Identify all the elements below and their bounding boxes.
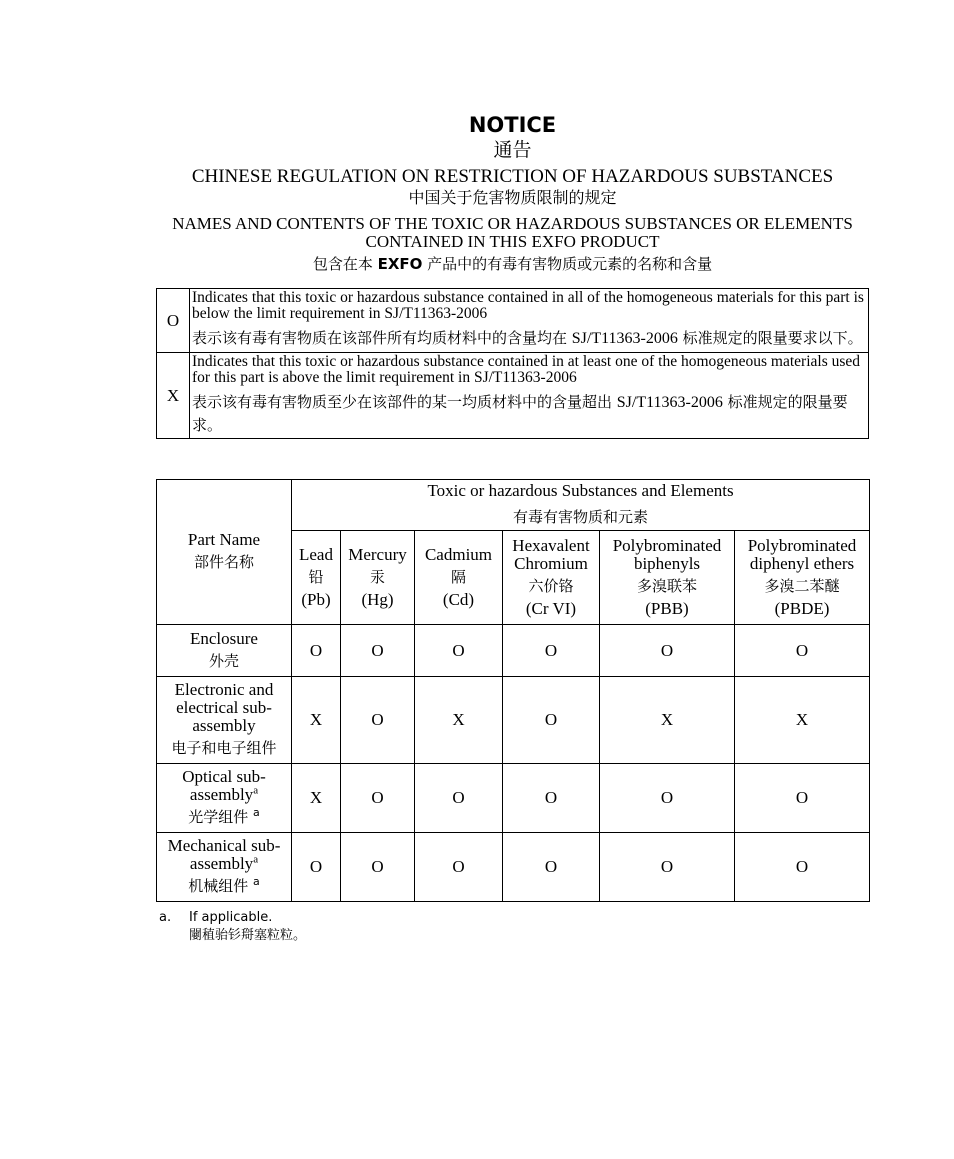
legend-row-x <box>157 353 869 439</box>
table-row <box>157 625 870 677</box>
group-header-cn: 有毒有害物质和元素 <box>513 508 649 526</box>
footnote-text-cn: 闄稙骀钐搿塞粒粒。 <box>189 928 307 943</box>
value-cell: O <box>341 677 415 764</box>
legend-cn-pre: 表示该有毒有害物质在该部件所有均质材料中的含量均在 <box>192 329 572 347</box>
table-row <box>157 833 870 902</box>
notice-heading: NOTICE <box>468 113 557 137</box>
substances-table <box>156 479 870 902</box>
footnote-text-en: If applicable. <box>189 910 273 925</box>
part-name-text: Mechanical sub-assembly <box>167 836 281 873</box>
value-cell: O <box>415 833 503 902</box>
value-cell: O <box>503 764 600 833</box>
value-cell: O <box>600 764 735 833</box>
legend-cn-pre: 表示该有毒有害物质至少在该部件的某一均质材料中的含量超出 <box>192 393 617 411</box>
value-cell: X <box>292 677 341 764</box>
part-name-cell <box>157 833 292 902</box>
value-cell: X <box>292 764 341 833</box>
value-cell: O <box>735 764 870 833</box>
column-header-cn: 多溴二苯醚 <box>764 576 840 595</box>
column-header-pbde <box>735 531 870 625</box>
column-header-en: Mercury <box>348 544 407 564</box>
part-name-cn <box>157 875 291 897</box>
regulation-heading-cn: 中国关于危害物质限制的规定 <box>408 188 617 207</box>
table-row <box>157 677 870 764</box>
names-cn-post: 产品中的有毒有害物质或元素的名称和含量 <box>422 255 713 273</box>
names-heading-line1: NAMES AND CONTENTS OF THE TOXIC OR HAZARDOUS SUBSTANCES OR ELEMENTS <box>172 214 853 233</box>
legend-table <box>156 288 869 439</box>
value-cell: O <box>735 625 870 677</box>
part-name-header <box>157 480 292 625</box>
part-name-cell <box>157 764 292 833</box>
column-header-en: Polybrominated biphenyls <box>612 535 722 573</box>
footnote-line-en <box>159 909 306 927</box>
legend-description <box>190 289 869 353</box>
part-name-en: Enclosure <box>190 628 258 648</box>
legend-cn-post: 标准规定的限量要求。 <box>192 393 848 434</box>
value-cell: O <box>341 625 415 677</box>
value-cell: O <box>735 833 870 902</box>
column-header-pbb <box>600 531 735 625</box>
column-header-lead <box>292 531 341 625</box>
column-header-symbol: (PBB) <box>645 598 689 618</box>
legend-text-en: Indicates that this toxic or hazardous substance contained in at least one of the homogeneous materials used for this part is above the limit requirement in SJ/T11363-2006 <box>192 353 861 386</box>
part-name-header-en: Part Name <box>187 530 261 549</box>
part-name-cn: 电子和电子组件 <box>171 739 277 757</box>
value-cell: O <box>415 625 503 677</box>
column-header-en: Polybrominated diphenyl ethers <box>747 535 857 573</box>
legend-cn-standard: SJ/T11363-2006 <box>571 330 678 347</box>
column-header-symbol: (PBDE) <box>774 598 830 618</box>
names-heading-cn <box>156 254 869 274</box>
part-name-header-cn: 部件名称 <box>193 553 254 571</box>
part-name-cn-text: 机械组件 <box>188 877 254 895</box>
column-header-chromium <box>503 531 600 625</box>
value-cell: O <box>341 833 415 902</box>
column-header-symbol: (Pb) <box>301 589 331 609</box>
value-cell: O <box>292 833 341 902</box>
legend-symbol: X <box>157 353 190 439</box>
footnote-ref: a <box>253 784 259 797</box>
notice-heading-cn: 通告 <box>493 139 532 161</box>
part-name-en: Electronic and electrical sub-assembly <box>174 680 274 735</box>
column-header-cn: 六价铬 <box>528 576 574 595</box>
part-name-cn: 外壳 <box>208 651 239 670</box>
part-name-cn <box>157 806 291 828</box>
part-name-cell <box>157 625 292 677</box>
value-cell: O <box>292 625 341 677</box>
column-header-en: Lead <box>299 544 333 564</box>
legend-row-o <box>157 289 869 353</box>
column-header-cn: 汞 <box>369 567 385 586</box>
column-header-cn: 隔 <box>450 567 466 586</box>
part-name-cn-text: 光学组件 <box>188 808 254 826</box>
column-header-en: Cadmium <box>424 544 493 564</box>
substances-group-header <box>292 480 870 531</box>
title-block <box>156 112 869 274</box>
column-header-en: Hexavalent Chromium <box>512 535 590 573</box>
column-header-symbol: (Hg) <box>361 589 394 609</box>
column-header-cadmium <box>415 531 503 625</box>
group-header-en: Toxic or hazardous Substances and Elements <box>427 481 734 500</box>
regulation-heading: CHINESE REGULATION ON RESTRICTION OF HAZARDOUS SUBSTANCES <box>191 166 834 187</box>
column-header-cn: 多溴联苯 <box>636 576 697 595</box>
column-header-cn: 铅 <box>308 567 324 586</box>
group-header-row <box>157 480 870 531</box>
legend-text-cn <box>192 327 866 350</box>
legend-text-cn <box>192 391 866 436</box>
value-cell: O <box>341 764 415 833</box>
part-name-en <box>157 768 291 804</box>
footnote <box>159 909 306 945</box>
legend-description <box>190 353 869 439</box>
value-cell: X <box>600 677 735 764</box>
value-cell: X <box>415 677 503 764</box>
footnote-ref: a <box>253 806 260 819</box>
footnote-mark: a. <box>159 910 172 925</box>
names-heading <box>156 215 869 251</box>
footnote-ref: a <box>253 875 260 888</box>
value-cell: O <box>503 625 600 677</box>
footnote-ref: a <box>253 853 259 866</box>
value-cell: O <box>503 677 600 764</box>
value-cell: O <box>415 764 503 833</box>
value-cell: O <box>600 833 735 902</box>
part-name-en <box>157 837 291 873</box>
names-heading-line2: CONTAINED IN THIS EXFO PRODUCT <box>365 232 660 251</box>
legend-symbol: O <box>157 289 190 353</box>
table-row <box>157 764 870 833</box>
names-cn-brand: EXFO <box>377 255 423 273</box>
value-cell: O <box>600 625 735 677</box>
part-name-cell <box>157 677 292 764</box>
names-cn-pre: 包含在本 <box>312 255 378 273</box>
value-cell: X <box>735 677 870 764</box>
column-header-symbol: (Cd) <box>442 589 475 609</box>
column-header-symbol: (Cr VI) <box>525 598 577 618</box>
part-name-text: Optical sub-assembly <box>182 767 266 804</box>
column-header-mercury <box>341 531 415 625</box>
legend-text-en: Indicates that this toxic or hazardous substance contained in all of the homogeneous materials for this part is below the limit requirement in SJ/T11363-2006 <box>192 289 864 322</box>
value-cell: O <box>503 833 600 902</box>
legend-cn-post: 标准规定的限量要求以下。 <box>677 329 863 347</box>
legend-cn-standard: SJ/T11363-2006 <box>616 394 723 411</box>
